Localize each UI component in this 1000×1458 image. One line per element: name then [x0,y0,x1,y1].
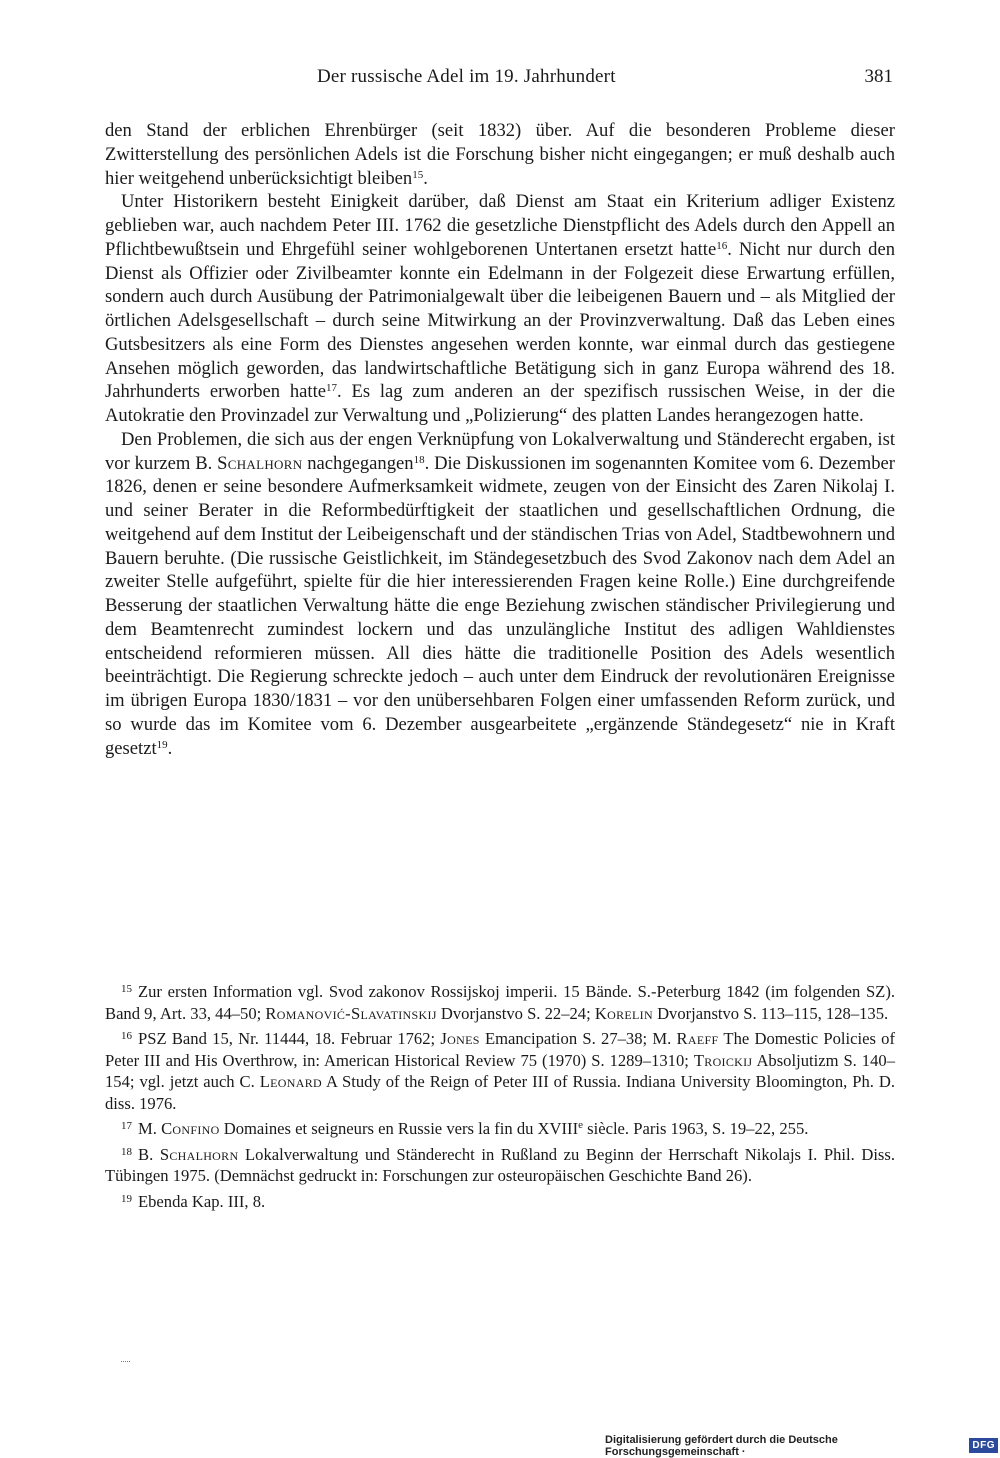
text-segment: Dvorjanstvo S. 113–115, 128–135. [652,1003,889,1023]
text-segment: PSZ Band 15, Nr. 11444, 18. Februar 1762; [138,1029,441,1048]
text-segment: B. [138,1144,160,1164]
main-text [105,119,895,760]
text-segment: . Nicht nur durch den Dienst als Offizier oder Zivilbeamter konnte ein Edelmann in der Folgezeit diese Erwartung erfüllen, sondern auch durch Ausübung der Patrimonialgewalt über die leibeigenen Bauern und – als Mitglied der örtlichen Adelsgesellschaft – durch seine Mitwirkung an der Provinzverwaltung. Daß das Leben eines Gutsbesitzers als eine Form des Dienstes angesehen werden konnte, war einmal durch das gestiegene Ansehen möglich geworden, das landwirtschaftliche Betätigung sich in ganz Europa während des 18. Jahrhunderts erworben hatte [105,238,895,403]
paragraph-2 [105,190,895,428]
text-segment: . [167,737,173,759]
footnotes [105,981,895,1216]
text-segment: Lokalverwaltung und Ständerecht in Rußland zu Beginn der Herrschaft Nikolajs I. Phil. Diss. Tübingen 1975. (Demnächst gedruckt in: Forschungen zur osteuropäischen Geschichte Band 26). [105,1144,895,1185]
text-segment: . Die Diskussionen im sogenannten Komitee vom 6. Dezember 1826, denen er seine besondere Aufmerksamkeit widmete, zeugen von der Einsicht des Zaren Nikolaj I. und seiner Berater in die Reformbedürftigkeit der staatlichen und gesellschaftlichen Ordnung, die weitgehend auf dem Institut der Leibeigenschaft und der ständischen Trias von Adel, Stadtbewohnern und Bauern beruhte. (Die russische Geistlichkeit, im Ständegesetzbuch des Svod Zakonov nach dem Adel an zweiter Stelle aufgeführt, spielte für die hier interessierenden Fragen keine Rolle.) Eine durchgreifende Besserung der staatlichen Verwaltung hätte die enge Beziehung zwischen ständischer Privilegierung und dem Beamtenrecht zumindest lockern und das unzulängliche Institut des adligen Wahldienstes entscheidend reformieren müssen. All dies hätte die traditionelle Position des Adels wesentlich beeinträchtigt. Die Regierung schreckte jedoch – auch unter dem Eindruck der revolutionären Ereignisse im übrigen Europa 1830/1831 – vor den unübersehbaren Folgen einer umfassenden Reform zurück, und so wurde das im Komitee vom 6. Dezember ausgearbeitete „ergänzende Ständegesetz“ nie in Kraft gesetzt [105,452,895,759]
footnote-ref-18: 18 [413,453,425,466]
text-segment: . [423,167,428,189]
text-segment: Ebenda Kap. III, 8. [138,1191,266,1211]
text-segment: The Domestic Policies of Peter III and His Overthrow, in: American Historical Review 75 (1970) S. 1289–1310; [105,1029,895,1070]
footnote-17 [105,1118,895,1140]
text-segment: Den Problemen, die sich aus der engen Verknüpfung von Lokalverwaltung und Ständerecht ergaben, ist vor kurzem B. [105,428,895,474]
footnote-ref-19: 19 [156,738,168,751]
text-segment: . Es lag zum anderen an der spezifisch russischen Weise, in der die Autokratie den Provinzadel zur Verwaltung und „Polizierung“ des platten Landes herangezogen hatte. [105,381,895,426]
author-name: Schalhorn [217,452,303,474]
text-segment: A Study of the Reign of Peter III of Russia. Indiana University Bloomington, Ph. D. diss. 1976. [105,1072,895,1113]
footnote-15 [105,981,895,1024]
footnote-18 [105,1144,895,1187]
footnote-number: 18 [121,1145,132,1158]
text-segment: M. [138,1119,162,1138]
footnote-ref-16: 16 [716,239,728,252]
text-segment: den Stand der erblichen Ehrenbürger (seit 1832) über. Auf die besonderen Probleme dieser Zwitterstellung des persönlichen Adels ist die Forschung bisher nicht eingegangen; er muß deshalb auch hier weitgehend unberücksichtigt bleiben [105,120,895,189]
banner-text: Digitalisierung gefördert durch die Deutsche Forschungsgemeinschaft · [605,1433,838,1458]
paragraph-3 [105,428,895,761]
author-name: Korelin [594,1003,653,1023]
text-segment: nachgegangen [302,452,414,474]
author-name: Troickij [693,1050,753,1070]
page-number: 381 [864,66,893,87]
author-name: Leonard [259,1072,322,1091]
superscript: e [578,1119,583,1131]
author-name: Confino [161,1119,220,1138]
running-title: Der russische Adel im 19. Jahrhundert [317,66,616,87]
text-segment: Domaines et seigneurs en Russie vers la fin du XVIII [219,1119,579,1138]
scan-speck [121,1361,130,1364]
footnote-number: 16 [121,1030,132,1042]
footnote-number: 15 [121,983,132,995]
text-segment: Absoljutizm S. 140–154; vgl. jetzt auch C. [105,1050,895,1091]
digitization-banner [605,1435,1000,1456]
text-segment: Dvorjanstvo S. 22–24; [436,1003,595,1023]
paragraph-1 [105,119,895,190]
footnote-number: 17 [121,1120,132,1132]
dfg-logo: DFG [969,1438,998,1453]
text-segment: siècle. Paris 1963, S. 19–22, 255. [583,1119,809,1138]
author-name: Raeff [676,1029,719,1048]
footnote-ref-15: 15 [412,168,424,181]
footnote-19 [105,1191,895,1213]
footnote-number: 19 [121,1192,132,1205]
text-segment: Emancipation S. 27–38; M. [479,1029,677,1048]
author-name: Jones [440,1029,480,1048]
text-segment: Unter Historikern besteht Einigkeit darüber, daß Dienst am Staat ein Kriterium adliger Existenz geblieben war, auch nachdem Peter III. 1762 die gesetzliche Dienstpflicht des Adels durch den Appell an Pflichtbewußtsein und Ehrgefühl seiner wohlgeborenen Untertanen ersetzt hatte [105,191,895,260]
author-name: Schalhorn [159,1144,239,1164]
text-segment: Zur ersten Information vgl. Svod zakonov Rossijskoj imperii. 15 Bände. S.-Peterburg 1842 (im folgenden SZ). Band 9, Art. 33, 44–50; [105,982,895,1023]
footnote-ref-17: 17 [326,382,337,395]
footnote-16 [105,1028,895,1114]
running-header [105,66,895,96]
author-name: Romanović-Slavatinskij [265,1003,437,1023]
